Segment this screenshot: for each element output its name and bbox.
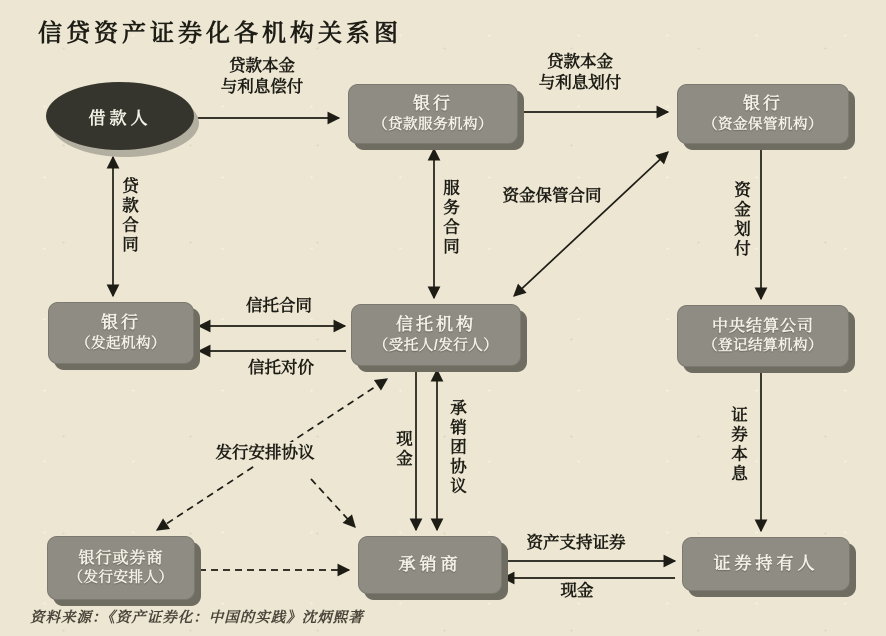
node-holder	[682, 537, 850, 591]
edge-label-loan-transfer-line1: 贷款本金	[547, 53, 613, 71]
edge-label-loan-transfer	[514, 52, 646, 94]
edge-label-cash-down: 现金	[393, 430, 412, 469]
arrow-trust-custodian	[514, 152, 668, 296]
edge-label-loan-repayment	[196, 56, 328, 98]
edge-label-arrangement-agreement: 发行安排协议	[196, 442, 334, 465]
node-clearing-company	[677, 305, 849, 367]
edge-label-fund-transfer: 资金划付	[731, 181, 750, 259]
edge-label-underwriting-agreement: 承销团协议	[447, 399, 466, 497]
edge-label-bond-principal-interest: 证券本息	[728, 406, 747, 484]
node-clearing-subtitle: （登记结算机构）	[703, 337, 823, 354]
node-trust-subtitle: （受托人/发行人）	[373, 337, 499, 354]
node-originator-subtitle: （发起机构）	[76, 335, 166, 352]
source-note: 资料来源：《资产证券化：中国的实践》沈炳熙著	[30, 610, 364, 626]
edge-label-trust-contract: 信托合同	[246, 297, 312, 315]
node-clearing-title: 中央结算公司	[711, 317, 814, 335]
node-loan-servicer-title: 银行	[413, 94, 453, 114]
edge-label-service-contract: 服务合同	[440, 179, 459, 257]
node-loan-servicer-subtitle: （贷款服务机构）	[373, 116, 493, 133]
node-fund-custodian	[677, 84, 849, 144]
node-underwriter-label: 承销商	[398, 554, 462, 574]
node-underwriter	[358, 536, 502, 594]
edge-label-trust-consideration: 信托对价	[248, 359, 314, 377]
edge-label-abs: 资产支持证券	[526, 534, 626, 552]
node-loan-servicer	[348, 84, 518, 144]
node-arranger-title: 银行或券商	[78, 549, 164, 567]
edge-label-loan-contract: 贷款合同	[119, 177, 138, 255]
edge-label-custody-contract: 资金保管合同	[502, 187, 602, 205]
edge-label-loan-transfer-line2: 与利息划付	[538, 73, 622, 92]
edge-label-cash-bottom: 现金	[560, 582, 594, 600]
edge-label-loan-repayment-line1: 贷款本金	[229, 57, 295, 75]
node-trust-title: 信托机构	[396, 315, 476, 335]
edge-label-loan-repayment-line2: 与利息偿付	[220, 77, 304, 96]
page-title: 信贷资产证券化各机构关系图	[38, 20, 402, 47]
node-fund-custodian-title: 银行	[743, 94, 783, 114]
node-borrower	[46, 82, 194, 150]
node-fund-custodian-subtitle: （资金保管机构）	[703, 116, 823, 133]
node-trust	[351, 304, 521, 366]
node-originator	[48, 302, 194, 364]
node-arranger-subtitle: （发行安排人）	[68, 569, 174, 586]
node-holder-label: 证券持有人	[713, 553, 819, 573]
node-originator-title: 银行	[101, 313, 141, 333]
node-borrower-label: 借款人	[88, 108, 152, 128]
node-arranger	[47, 536, 195, 600]
dashed-arrow-to-underwriter-diagonal	[311, 479, 355, 527]
